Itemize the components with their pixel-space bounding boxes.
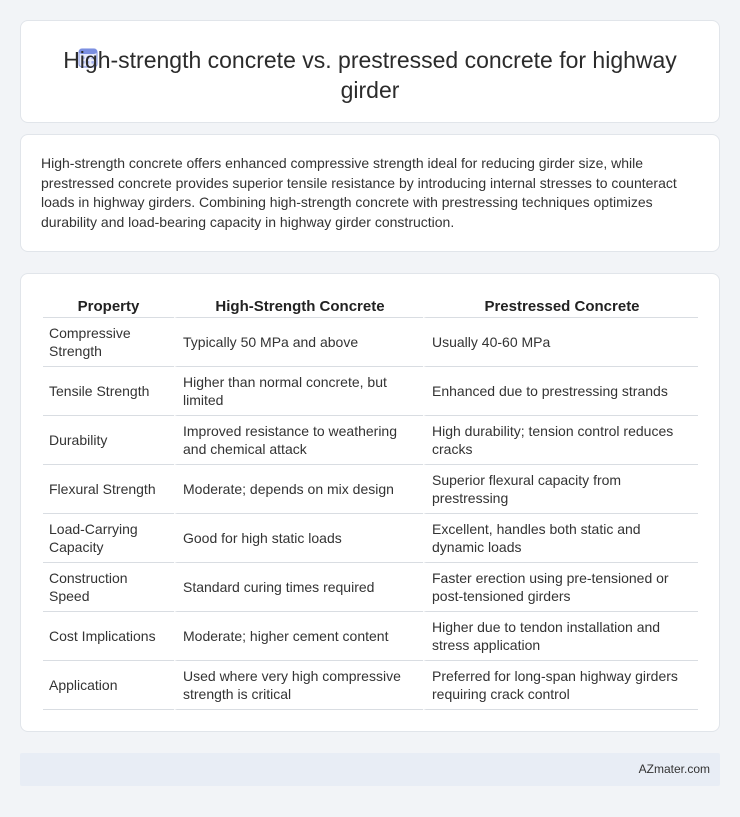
summary-card — [20, 134, 720, 252]
comparison-card — [20, 273, 720, 732]
row-property: Compressive Strength — [43, 318, 174, 367]
header-prestressed: Prestressed Concrete — [423, 296, 698, 318]
title-card — [20, 20, 720, 123]
footer-bar — [20, 753, 720, 786]
header-high-strength: High-Strength Concrete — [174, 296, 423, 318]
table-row — [43, 318, 698, 367]
row-high-strength: Higher than normal concrete, but limited — [174, 367, 423, 416]
row-property: Load-Carrying Capacity — [43, 514, 174, 563]
row-high-strength: Typically 50 MPa and above — [174, 318, 423, 367]
table-row — [43, 465, 698, 514]
row-property: Durability — [43, 416, 174, 465]
table-row — [43, 612, 698, 661]
row-property: Cost Implications — [43, 612, 174, 661]
row-high-strength: Good for high static loads — [174, 514, 423, 563]
comparison-table — [43, 296, 698, 710]
row-prestressed: Higher due to tendon installation and stress application — [423, 612, 698, 661]
row-property: Flexural Strength — [43, 465, 174, 514]
row-prestressed: Preferred for long-span highway girders requiring crack control — [423, 661, 698, 710]
table-row — [43, 416, 698, 465]
row-property: Tensile Strength — [43, 367, 174, 416]
table-row — [43, 563, 698, 612]
summary-text: High-strength concrete offers enhanced compressive strength ideal for reducing girder size, while prestressed concrete provides superior tensile resistance by introducing internal stresses to counteract loads in highway girders. Combining high-strength concrete with prestressing techniques optimizes durability and load-bearing capacity in highway girder construction. — [41, 155, 677, 230]
table-header-row — [43, 296, 698, 318]
row-prestressed: Excellent, handles both static and dynamic loads — [423, 514, 698, 563]
table-row — [43, 367, 698, 416]
row-high-strength: Moderate; depends on mix design — [174, 465, 423, 514]
table-row — [43, 514, 698, 563]
table-row — [43, 661, 698, 710]
row-prestressed: Faster erection using pre-tensioned or post-tensioned girders — [423, 563, 698, 612]
row-high-strength: Improved resistance to weathering and chemical attack — [174, 416, 423, 465]
page-title: High-strength concrete vs. prestressed concrete for highway girder — [63, 47, 677, 103]
row-property: Construction Speed — [43, 563, 174, 612]
footer-brand-link[interactable]: AZmater.com — [638, 762, 710, 776]
row-property: Application — [43, 661, 174, 710]
row-high-strength: Moderate; higher cement content — [174, 612, 423, 661]
row-high-strength: Standard curing times required — [174, 563, 423, 612]
row-prestressed: High durability; tension control reduces cracks — [423, 416, 698, 465]
row-prestressed: Enhanced due to prestressing strands — [423, 367, 698, 416]
row-high-strength: Used where very high compressive strength is critical — [174, 661, 423, 710]
row-prestressed: Usually 40-60 MPa — [423, 318, 698, 367]
header-property: Property — [43, 296, 174, 318]
row-prestressed: Superior flexural capacity from prestressing — [423, 465, 698, 514]
